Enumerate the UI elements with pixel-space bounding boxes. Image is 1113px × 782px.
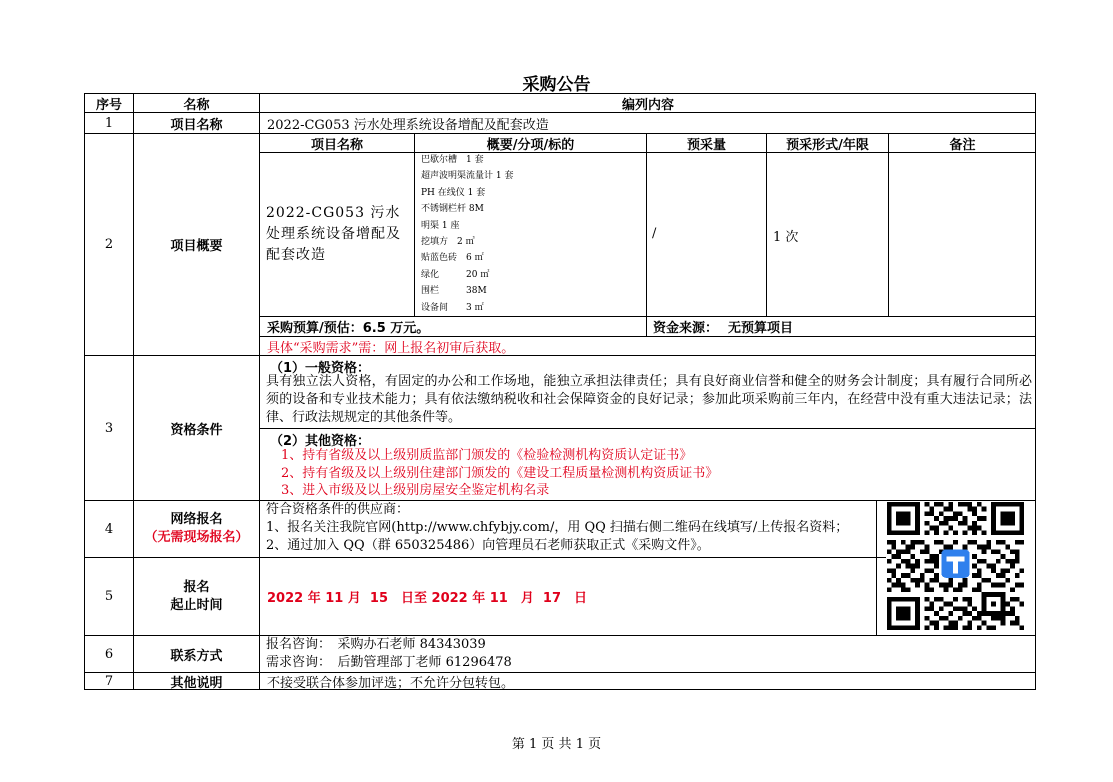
item: 围栏 38M [421, 286, 487, 297]
item: 不锈钢栏杆 8M [421, 204, 484, 215]
row1-content: 2022-CG053 污水处理系统设备增配及配套改造 [267, 117, 549, 133]
item: 巴歇尔槽 1 套 [421, 155, 484, 165]
fund-source-value: 无预算项目 [728, 321, 794, 336]
item: 超声波明渠流量计 1 套 [421, 171, 514, 182]
sub-header-project-name: 项目名称 [310, 137, 363, 153]
row1-seq: 1 [104, 115, 114, 131]
header-seq: 序号 [95, 97, 122, 113]
sub-header-form: 预采形式/年限 [786, 137, 869, 153]
general-qualification-heading: （1）一般资格： [270, 361, 371, 376]
row5-name-cell [134, 558, 259, 635]
fund-source-label: 资金来源： [653, 321, 719, 336]
item: PH 在线仪 1 套 [421, 187, 486, 198]
row4-name-cell [134, 501, 259, 557]
row6-seq: 6 [104, 646, 114, 662]
sub-header-summary: 概要/分项/标的 [486, 137, 575, 153]
item: 贴蓝色砖 6 ㎡ [421, 253, 484, 264]
row1-name: 项目名称 [170, 117, 223, 133]
other-qualification-item: 3、进入市级及以上级别房屋安全鉴定机构名录 [281, 483, 550, 498]
item: 绿化 20 ㎡ [421, 269, 490, 280]
row7-name: 其他说明 [170, 676, 223, 691]
row5-seq: 5 [104, 589, 114, 604]
project-name-cell: 2022-CG053 污水处理系统设备增配及配套改造 [266, 205, 401, 263]
registration-line: 2、通过加入 QQ（群 650325486）向管理员石老师获取正式《采购文件》。 [266, 538, 710, 553]
other-qualification-heading: （2）其他资格： [270, 434, 371, 449]
document-title: 采购公告 [522, 75, 591, 95]
row4-name-sub: （无需现场报名） [144, 530, 249, 545]
contact-lines [266, 636, 512, 672]
requirement-note: 具体“采购需求”需：网上报名初审后获取。 [267, 340, 515, 356]
quantity-cell: / [652, 226, 657, 241]
qr-code-icon[interactable] [886, 502, 1025, 630]
row3-name: 资格条件 [170, 422, 223, 438]
row3-seq: 3 [104, 420, 114, 436]
item-list [421, 152, 643, 316]
row5-name-line1: 报名 [183, 579, 210, 595]
row7-seq: 7 [104, 674, 114, 689]
registration-line: 符合资格条件的供应商： [266, 502, 410, 517]
row5-name-line2: 起止时间 [170, 597, 223, 613]
row7-content: 不接受联合体参加评选；不允许分包转包。 [267, 676, 515, 691]
row6-name: 联系方式 [170, 648, 223, 664]
budget-cell: 采购预算/预估：6.5 万元。 [267, 321, 430, 336]
registration-line: 1、报名关注我院官网(http://www.chfybjy.com/，用 QQ 扫描右侧二维码在线填写/上传报名资料； [266, 520, 849, 535]
registration-period: 2022 年 11 月 15 日至 2022 年 11 月 17 日 [267, 591, 587, 606]
row4-seq: 4 [104, 521, 114, 537]
item: 挖填方 2 ㎥ [421, 237, 475, 248]
header-name: 名称 [183, 97, 210, 113]
other-qualification-list [281, 447, 718, 500]
item: 明渠 1 座 [421, 220, 460, 231]
page-footer: 第 1 页 共 1 页 [511, 737, 602, 752]
contact-line: 报名咨询： 采购办石老师 84343039 [266, 637, 486, 652]
row2-name: 项目概要 [170, 239, 223, 254]
item: 设备间 3 ㎡ [421, 302, 484, 313]
sub-header-quantity: 预采量 [686, 137, 726, 153]
form-cell: 1 次 [773, 230, 799, 245]
fund-source-cell [653, 317, 793, 336]
header-content: 编列内容 [621, 97, 674, 113]
other-qualification-item: 1、持有省级及以上级别质监部门颁发的《检验检测机构资质认定证书》 [281, 448, 693, 463]
contact-line: 需求咨询： 后勤管理部丁老师 61296478 [266, 655, 512, 670]
row4-name: 网络报名 [170, 512, 223, 527]
sub-header-remark: 备注 [949, 137, 976, 153]
other-qualification-item: 2、持有省级及以上级别住建部门颁发的《建设工程质量检测机构资质证书》 [281, 465, 719, 481]
general-qualification-text: 具有独立法人资格，有固定的办公和工作场地，能独立承担法律责任；具有良好商业信誉和健全的财务会计制度；具有履行合同所必须的设备和专业技术能力；具有依法缴纳税收和社会保障资金的良好记录；参加此项采购前三年内，在经营中没有重大违法记录；法律、行政法规规定的其他条件等。 [266, 374, 1032, 425]
registration-instructions [266, 501, 848, 555]
row2-seq: 2 [104, 237, 114, 252]
